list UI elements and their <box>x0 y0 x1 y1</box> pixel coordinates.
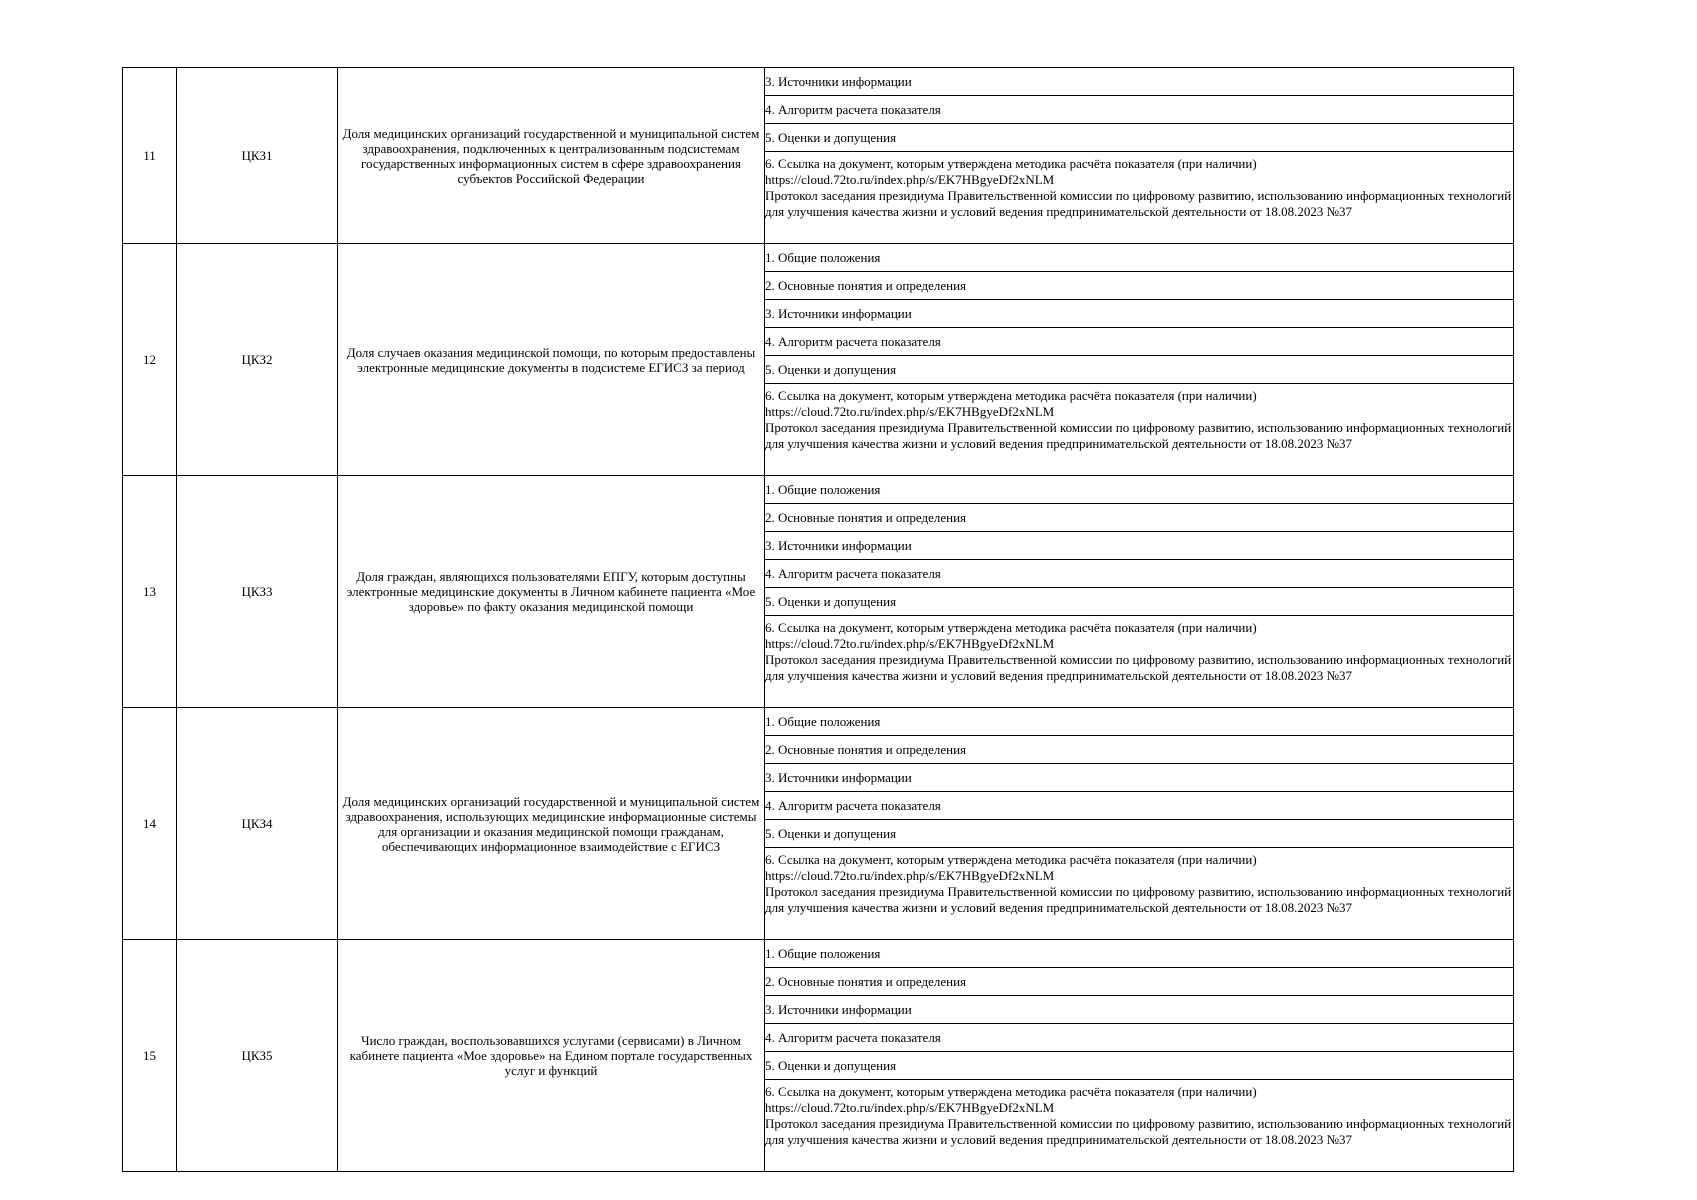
indicator-code: ЦКЗ2 <box>177 244 338 476</box>
document-url-link[interactable]: https://cloud.72to.ru/index.php/s/EK7HBgyeDf2xNLM <box>765 1100 1055 1115</box>
methodology-section: 3. Источники информации <box>765 532 1514 560</box>
methodology-section: 1. Общие положения <box>765 476 1514 504</box>
methodology-section: 5. Оценки и допущения <box>765 588 1514 616</box>
methodology-section: 3. Источники информации <box>765 996 1514 1024</box>
methodology-section: 5. Оценки и допущения <box>765 124 1514 152</box>
document-url-link[interactable]: https://cloud.72to.ru/index.php/s/EK7HBgyeDf2xNLM <box>765 404 1055 419</box>
indicator-name: Доля граждан, являющихся пользователями ЕПГУ, которым доступны электронные медицинские документы в Личном кабинете пациента «Мое здоровье» по факту оказания медицинской помощи <box>338 476 765 708</box>
methodology-section: 5. Оценки и допущения <box>765 356 1514 384</box>
indicator-code: ЦКЗ3 <box>177 476 338 708</box>
document-link-title: 6. Ссылка на документ, которым утверждена методика расчёта показателя (при наличии) <box>765 156 1257 171</box>
protocol-reference: Протокол заседания президиума Правительственной комиссии по цифровому развитию, использованию информационных технологий для улучшения качества жизни и условий ведения предпринимательской деятельности от 18.08.2023 №37 <box>765 1116 1512 1147</box>
indicators-table <box>122 67 1514 1172</box>
methodology-section: 1. Общие положения <box>765 940 1514 968</box>
table-body <box>123 68 1514 1172</box>
protocol-reference: Протокол заседания президиума Правительственной комиссии по цифровому развитию, использованию информационных технологий для улучшения качества жизни и условий ведения предпринимательской деятельности от 18.08.2023 №37 <box>765 420 1512 451</box>
document-link-title: 6. Ссылка на документ, которым утверждена методика расчёта показателя (при наличии) <box>765 1084 1257 1099</box>
methodology-section: 4. Алгоритм расчета показателя <box>765 792 1514 820</box>
methodology-section: 3. Источники информации <box>765 68 1514 96</box>
document-url-link[interactable]: https://cloud.72to.ru/index.php/s/EK7HBgyeDf2xNLM <box>765 636 1055 651</box>
table-row <box>123 476 1514 504</box>
methodology-section: 2. Основные понятия и определения <box>765 968 1514 996</box>
row-number: 12 <box>123 244 177 476</box>
methodology-document-cell <box>765 616 1514 708</box>
table-row <box>123 940 1514 968</box>
row-number: 11 <box>123 68 177 244</box>
methodology-section: 2. Основные понятия и определения <box>765 272 1514 300</box>
row-number: 14 <box>123 708 177 940</box>
methodology-section: 4. Алгоритм расчета показателя <box>765 560 1514 588</box>
indicator-name: Доля медицинских организаций государственной и муниципальной систем здравоохранения, подключенных к централизованным подсистемам государственных информационных систем в сфере здравоохранения субъектов Российской Федерации <box>338 68 765 244</box>
document-link-title: 6. Ссылка на документ, которым утверждена методика расчёта показателя (при наличии) <box>765 620 1257 635</box>
document-link-title: 6. Ссылка на документ, которым утверждена методика расчёта показателя (при наличии) <box>765 852 1257 867</box>
methodology-document-cell <box>765 848 1514 940</box>
indicator-name: Доля случаев оказания медицинской помощи, по которым предоставлены электронные медицинские документы в подсистеме ЕГИСЗ за период <box>338 244 765 476</box>
methodology-document-cell <box>765 1080 1514 1172</box>
methodology-document-cell <box>765 152 1514 244</box>
indicator-code: ЦКЗ4 <box>177 708 338 940</box>
indicator-code: ЦКЗ5 <box>177 940 338 1172</box>
methodology-section: 3. Источники информации <box>765 300 1514 328</box>
table-row <box>123 68 1514 96</box>
protocol-reference: Протокол заседания президиума Правительственной комиссии по цифровому развитию, использованию информационных технологий для улучшения качества жизни и условий ведения предпринимательской деятельности от 18.08.2023 №37 <box>765 652 1512 683</box>
methodology-section: 1. Общие положения <box>765 708 1514 736</box>
document-url-link[interactable]: https://cloud.72to.ru/index.php/s/EK7HBgyeDf2xNLM <box>765 868 1055 883</box>
document-url-link[interactable]: https://cloud.72to.ru/index.php/s/EK7HBgyeDf2xNLM <box>765 172 1055 187</box>
row-number: 13 <box>123 476 177 708</box>
protocol-reference: Протокол заседания президиума Правительственной комиссии по цифровому развитию, использованию информационных технологий для улучшения качества жизни и условий ведения предпринимательской деятельности от 18.08.2023 №37 <box>765 884 1512 915</box>
table-row <box>123 244 1514 272</box>
methodology-section: 4. Алгоритм расчета показателя <box>765 1024 1514 1052</box>
methodology-section: 5. Оценки и допущения <box>765 820 1514 848</box>
methodology-section: 4. Алгоритм расчета показателя <box>765 96 1514 124</box>
methodology-section: 4. Алгоритм расчета показателя <box>765 328 1514 356</box>
table-row <box>123 708 1514 736</box>
indicator-name: Доля медицинских организаций государственной и муниципальной систем здравоохранения, использующих медицинские информационные системы для организации и оказания медицинской помощи гражданам, обеспечивающих информационное взаимодействие с ЕГИСЗ <box>338 708 765 940</box>
protocol-reference: Протокол заседания президиума Правительственной комиссии по цифровому развитию, использованию информационных технологий для улучшения качества жизни и условий ведения предпринимательской деятельности от 18.08.2023 №37 <box>765 188 1512 219</box>
document-link-title: 6. Ссылка на документ, которым утверждена методика расчёта показателя (при наличии) <box>765 388 1257 403</box>
methodology-section: 2. Основные понятия и определения <box>765 736 1514 764</box>
methodology-section: 1. Общие положения <box>765 244 1514 272</box>
methodology-section: 5. Оценки и допущения <box>765 1052 1514 1080</box>
row-number: 15 <box>123 940 177 1172</box>
methodology-section: 3. Источники информации <box>765 764 1514 792</box>
indicator-name: Число граждан, воспользовавшихся услугами (сервисами) в Личном кабинете пациента «Мое здоровье» на Едином портале государственных услуг и функций <box>338 940 765 1172</box>
methodology-section: 2. Основные понятия и определения <box>765 504 1514 532</box>
indicator-code: ЦКЗ1 <box>177 68 338 244</box>
methodology-document-cell <box>765 384 1514 476</box>
